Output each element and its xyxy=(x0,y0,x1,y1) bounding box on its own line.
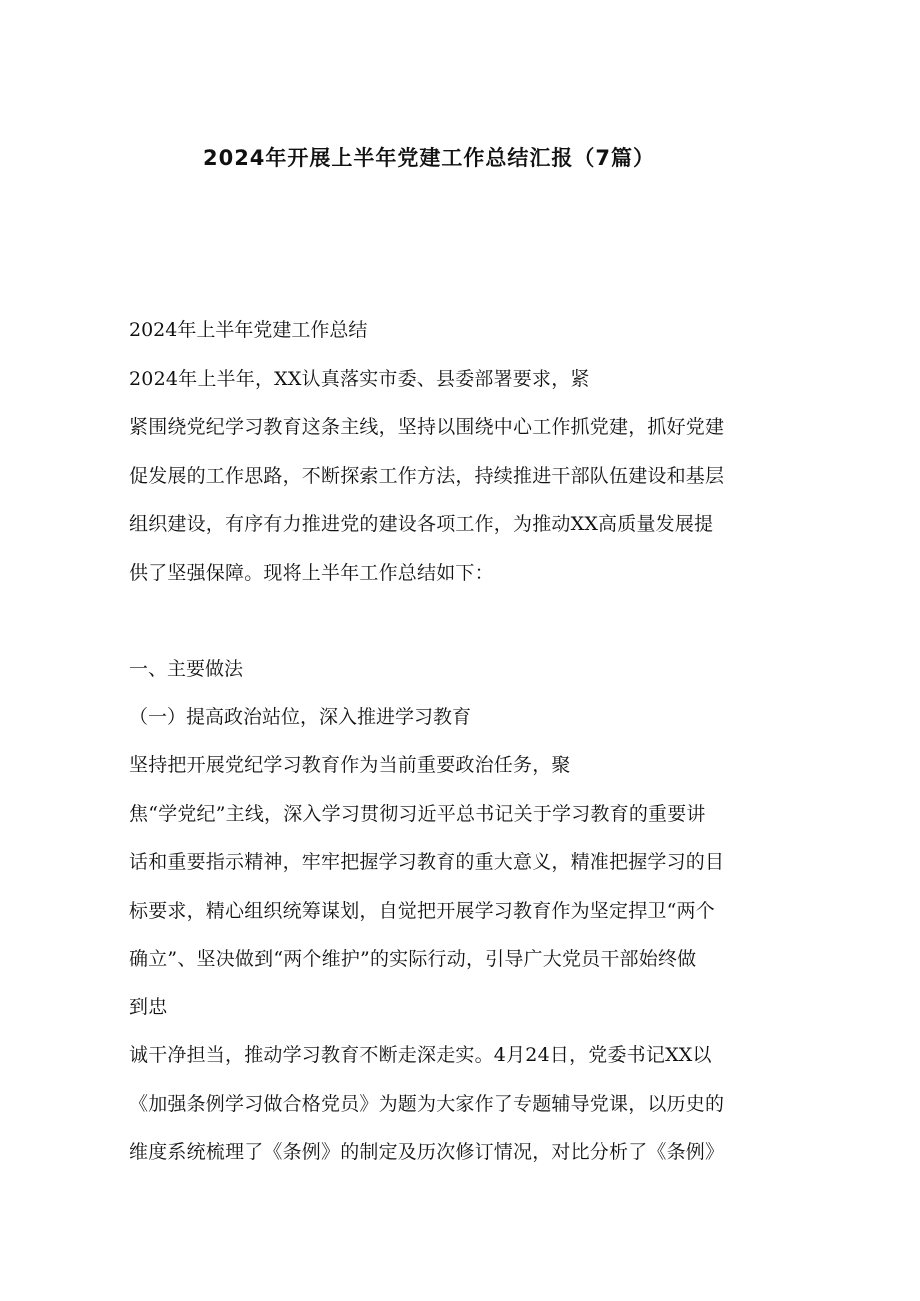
paragraph-line: 确立”、坚决做到“两个维护”的实际行动，引导广大党员干部始终做 xyxy=(129,948,697,970)
paragraph-line: 促发展的工作思路，不断探索工作方法，持续推进干部队伍建设和基层 xyxy=(129,465,725,487)
paragraph-line: 供了坚强保障。现将上半年工作总结如下： xyxy=(129,562,494,584)
paragraph-line: 标要求，精心组织统筹谋划，自觉把开展学习教育作为坚定捍卫“两个 xyxy=(129,900,715,922)
paragraph-line: 坚持把开展党纪学习教育作为当前重要政治任务，聚 xyxy=(129,754,571,776)
paragraph-line: 诚干净担当，推动学习教育不断走深走实。4月24日，党委书记XX以 xyxy=(129,1044,712,1066)
paragraph-line: 2024年上半年，XX认真落实市委、县委部署要求，紧 xyxy=(129,368,590,390)
paragraph-line: 维度系统梳理了《条例》的制定及历次修订情况，对比分析了《条例》 xyxy=(129,1141,725,1163)
section-heading: 一、主要做法 xyxy=(129,658,244,680)
paragraph-line: 紧围绕党纪学习教育这条主线，坚持以围绕中心工作抓党建，抓好党建 xyxy=(129,416,725,438)
paragraph-line: 焦“学党纪”主线，深入学习贯彻习近平总书记关于学习教育的重要讲 xyxy=(129,803,706,825)
paragraph-line: 到忠 xyxy=(129,996,168,1018)
subsection-heading: （一）提高政治站位，深入推进学习教育 xyxy=(129,706,472,728)
paragraph-line: 组织建设，有序有力推进党的建设各项工作，为推动XX高质量发展提 xyxy=(129,513,714,535)
document-title: 2024年开展上半年党建工作总结汇报（7篇） xyxy=(202,146,656,170)
section-heading: 2024年上半年党建工作总结 xyxy=(129,319,368,341)
paragraph-line: 话和重要指示精神，牢牢把握学习教育的重大意义，精准把握学习的目 xyxy=(129,851,725,873)
paragraph-line: 《加强条例学习做合格党员》为题为大家作了专题辅导党课，以历史的 xyxy=(129,1093,725,1115)
